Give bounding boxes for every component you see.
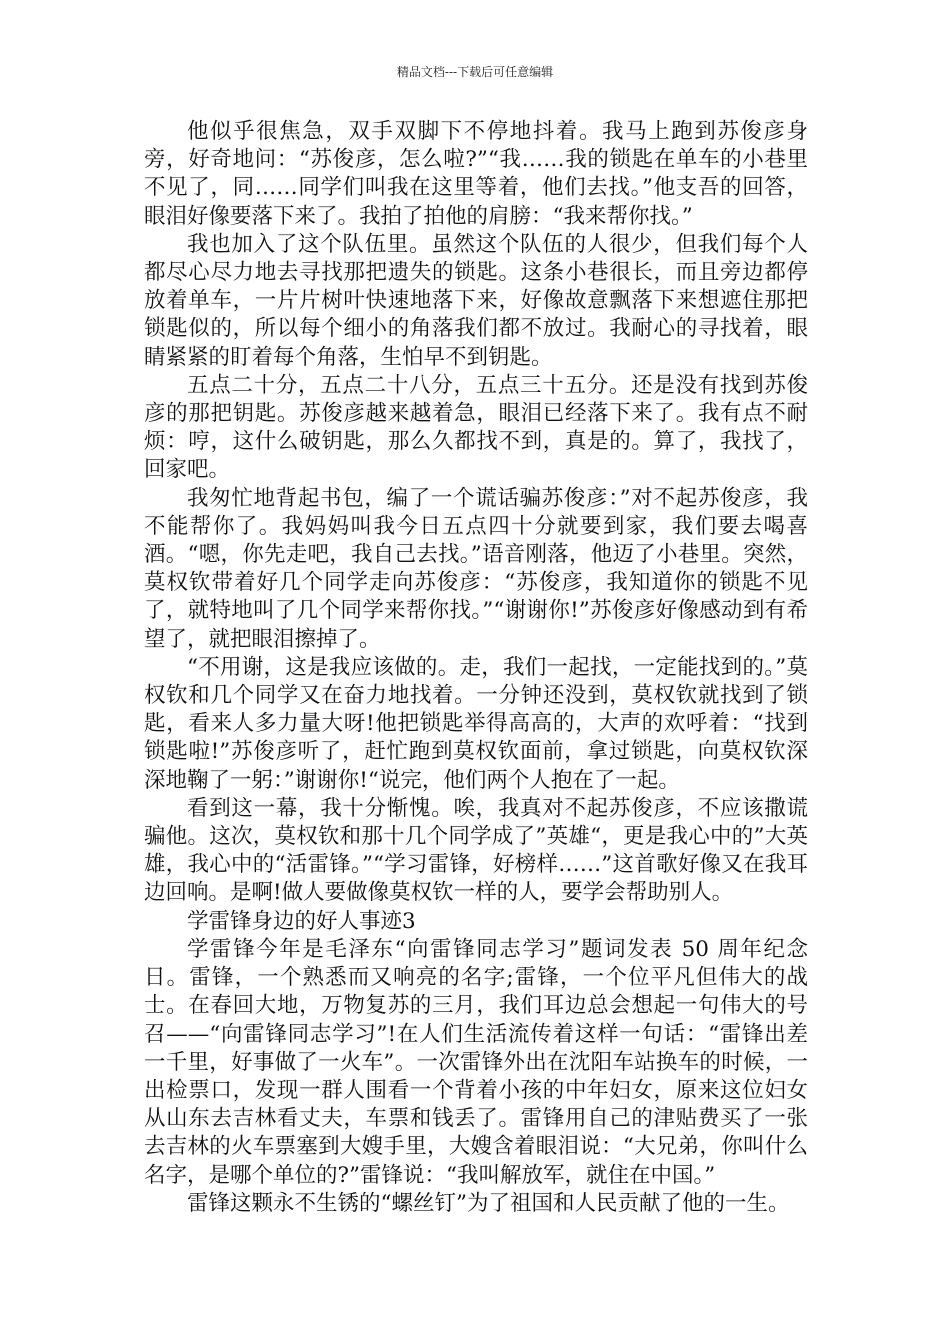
paragraph: 我也加入了这个队伍里。虽然这个队伍的人很少，但我们每个人都尽心尽力地去寻找那把遗失的锁匙。这条小巷很长，而且旁边都停放着单车，一片片树叶快速地落下来，好像故意飘落下来想遮住那把锁匙似的，所以每个细小的角落我们都不放过。我耐心的寻找着，眼睛紧紧的盯着每个角落，生怕早不到钥匙。 xyxy=(144,231,808,370)
page-header: 精品文档---下载后可任意编辑 xyxy=(396,65,554,79)
paragraph: “不用谢，这是我应该做的。走，我们一起找，一定能找到的。”莫权钦和几个同学又在奋力地找着。一分钟还没到，莫权钦就找到了锁匙，看来人多力量大呀!他把锁匙举得高高的，大声的欢呼着：“找到锁匙啦!”苏俊彦听了，赶忙跑到莫权钦面前，拿过锁匙，向莫权钦深深地鞠了一躬：”谢谢你!“说完，他们两个人抱在了一起。 xyxy=(144,654,808,793)
paragraph: 他似乎很焦急，双手双脚下不停地抖着。我马上跑到苏俊彦身旁，好奇地问：“苏俊彦，怎么啦?”“我……我的锁匙在单车的小巷里不见了，同……同学们叫我在这里等着，他们去找。”他支吾的回答，眼泪好像要落下来了。我拍了拍他的肩膀：“我来帮你找。” xyxy=(144,119,808,229)
paragraph: 雷锋这颗永不生锈的“螺丝钉”为了祖国和人民贡献了他的一生。 xyxy=(187,1190,790,1216)
paragraph: 五点二十分，五点二十八分，五点三十五分。还是没有找到苏俊彦的那把钥匙。苏俊彦越来越着急，眼泪已经落下来了。我有点不耐烦：哼，这什么破钥匙，那么久都找不到，真是的。算了，我找了，回家吧。 xyxy=(144,372,808,483)
paragraph: 学雷锋今年是毛泽东“向雷锋同志学习”题词发表 50 周年纪念日。雷锋，一个熟悉而又响亮的名字;雷锋，一个位平凡但伟大的战士。在春回大地，万物复苏的三月，我们耳边总会想起一句伟大的号召——“向雷锋同志学习”!在人们生活流传着这样一句话：“雷锋出差一千里，好事做了一火车”。一次雷锋外出在沈阳车站换车的时候，一出检票口，发现一群人围看一个背着小孩的中年妇女，原来这位妇女从山东去吉林看丈夫，车票和钱丢了。雷锋用自己的津贴费买了一张去吉林的火车票塞到大嫂手里，大嫂含着眼泪说：“大兄弟，你叫什么名字，是哪个单位的?”雷锋说：“我叫解放军，就住在中国。” xyxy=(144,936,808,1188)
paragraph: 看到这一幕，我十分惭愧。唉，我真对不起苏俊彦，不应该撒谎骗他。这次，莫权钦和那十几个同学成了”英雄“，更是我心中的”大英雄，我心中的“活雷锋。”“学习雷锋，好榜样……”这首歌好像又在我耳边回响。是啊!做人要做像莫权钦一样的人，要学会帮助别人。 xyxy=(144,795,808,906)
section-title: 学雷锋身边的好人事迹3 xyxy=(187,908,416,934)
paragraph: 我匆忙地背起书包，编了一个谎话骗苏俊彦：”对不起苏俊彦，我不能帮你了。我妈妈叫我今日五点四十分就要到家，我们要去喝喜酒。“嗯，你先走吧，我自己去找。”语音刚落，他迈了小巷里。突然，莫权钦带着好几个同学走向苏俊彦：“苏俊彦，我知道你的锁匙不见了，就特地叫了几个同学来帮你找。”“谢谢你!”苏俊彦好像感动到有希望了，就把眼泪擦掉了。 xyxy=(144,485,808,652)
document-body xyxy=(144,118,808,1218)
